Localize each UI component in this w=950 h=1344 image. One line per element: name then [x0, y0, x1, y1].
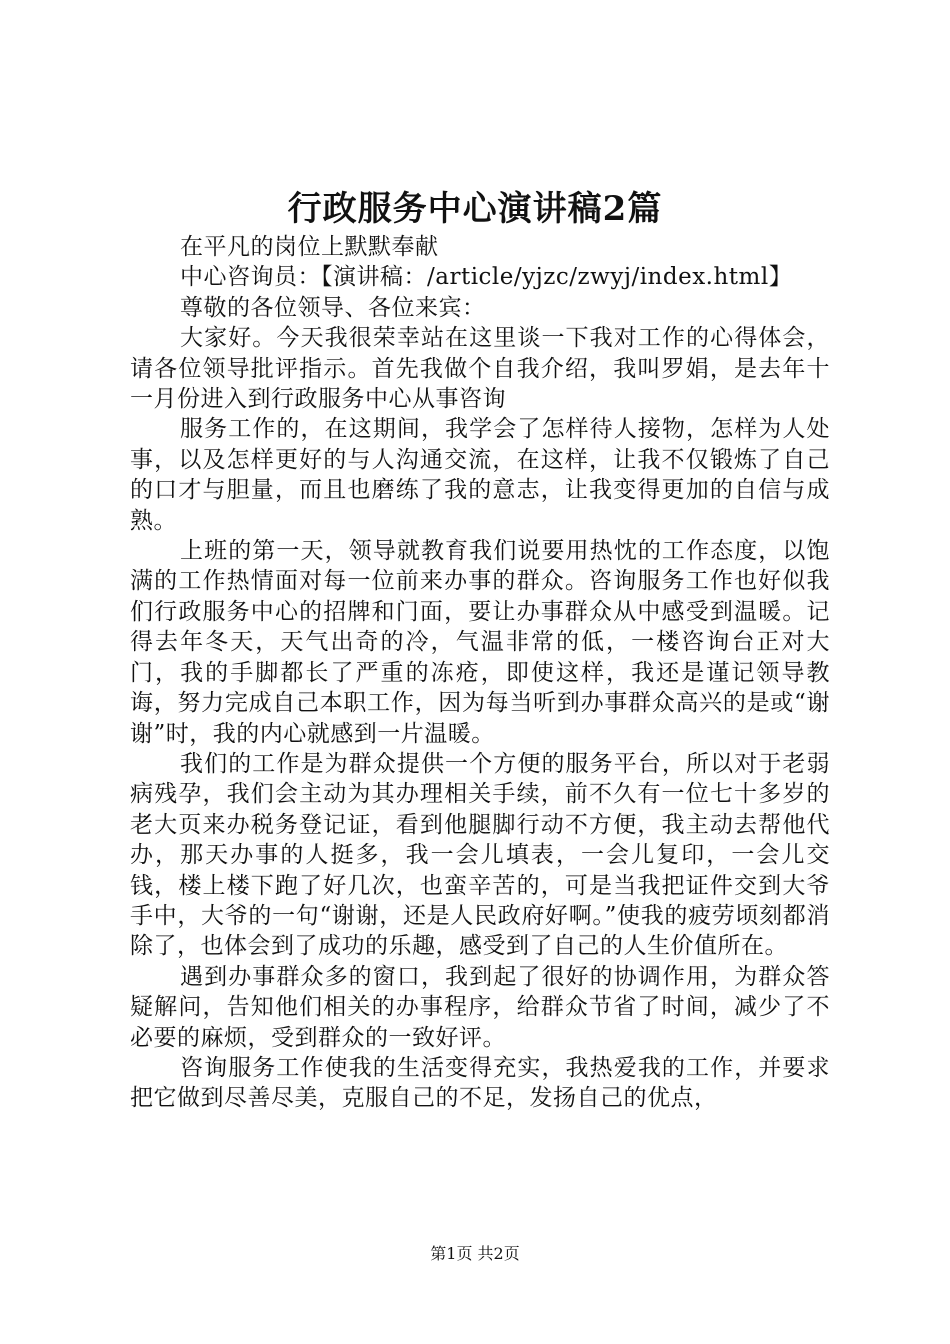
document-title: 行政服务中心演讲稿2篇 [287, 189, 663, 229]
paragraph-3: 上班的第一天，领导就教育我们说要用热忱的工作态度，以饱满的工作热情面对每一位前来办事的群众。咨询服务工作也好似我们行政服务中心的招牌和门面，要让办事群众从中感受到温暖。记得去年冬天，天气出奇的冷，气温非常的低，一楼咨询台正对大门，我的手脚都长了严重的冻疮，即使这样，我还是谨记领导教诲，努力完成自己本职工作，因为每当听到办事群众高兴的是或“谢谢”时，我的内心就感到一片温暖。 [130, 538, 830, 747]
paragraph-1: 大家好。今天我很荣幸站在这里谈一下我对工作的心得体会，请各位领导批评指示。首先我做个自我介绍，我叫罗娟，是去年十一月份进入到行政服务中心从事咨询 [130, 325, 830, 413]
page-number-footer: 第1页 共2页 [430, 1244, 520, 1263]
document-byline: 中心咨询员：【演讲稿：/article/yjzc/zwyj/index.html】 [180, 264, 793, 291]
salutation: 尊敬的各位领导、各位来宾： [180, 294, 486, 321]
paragraph-2: 服务工作的，在这期间，我学会了怎样待人接物，怎样为人处事，以及怎样更好的与人沟通交流，在这样，让我不仅锻炼了自己的口才与胆量，而且也磨练了我的意志，让我变得更加的自信与成熟。 [130, 416, 830, 534]
document-body [130, 232, 830, 1114]
paragraph-6: 咨询服务工作使我的生活变得充实，我热爱我的工作，并要求把它做到尽善尽美，克服自己的不足，发扬自己的优点， [130, 1054, 830, 1112]
paragraph-4: 我们的工作是为群众提供一个方便的服务平台，所以对于老弱病残孕，我们会主动为其办理相关手续，前不久有一位七十多岁的老大页来办税务登记证，看到他腿脚行动不方便，我主动去帮他代办，那天办事的人挺多，我一会儿填表，一会儿复印，一会儿交钱，楼上楼下跑了好几次，也蛮辛苦的，可是当我把证件交到大爷手中，大爷的一句“谢谢，还是人民政府好啊。”使我的疲劳顷刻都消除了，也体会到了成功的乐趣，感受到了自己的人生价值所在。 [130, 750, 830, 960]
document-subtitle: 在平凡的岗位上默默奉献 [180, 234, 439, 260]
paragraph-5: 遇到办事群众多的窗口，我到起了很好的协调作用，为群众答疑解问，告知他们相关的办事程序，给群众节省了时间，减少了不必要的麻烦，受到群众的一致好评。 [130, 963, 830, 1051]
